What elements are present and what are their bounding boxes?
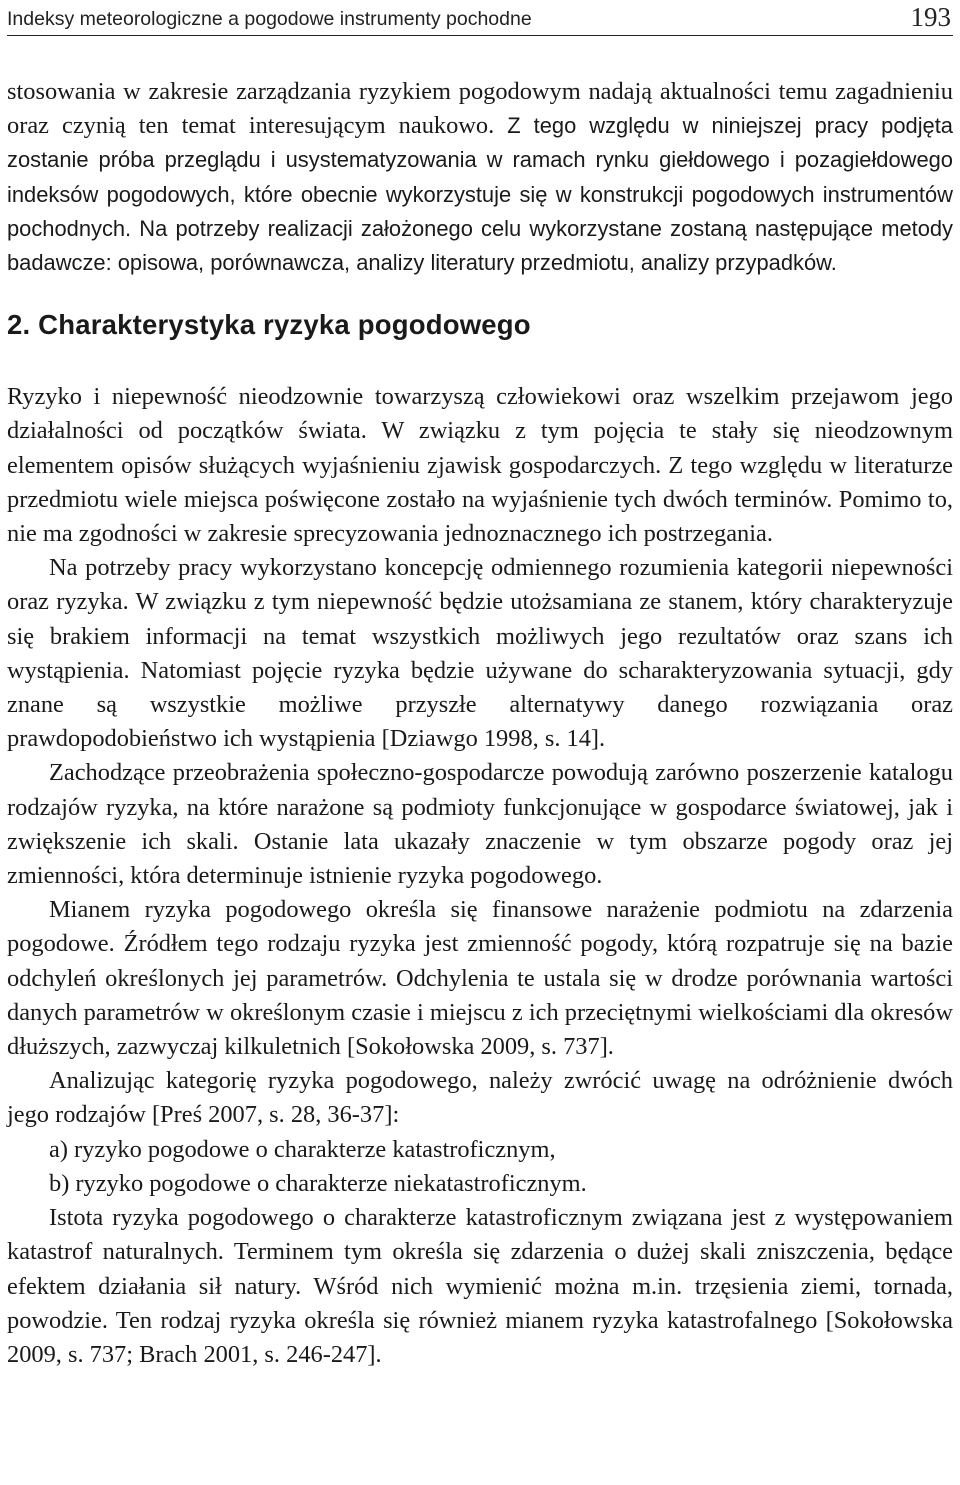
list-item-a: a) ryzyko pogodowe o charakterze katastroficznym, — [49, 1135, 556, 1163]
document-page — [7, 0, 953, 1485]
section-heading: 2. Charakterystyka ryzyka pogodowego — [7, 309, 531, 341]
page-number: 193 — [910, 2, 951, 32]
paragraph-6: Istota ryzyka pogodowego o charakterze katastroficznym związana jest z występowaniem katastrof naturalnych. Terminem tym określa się zdarzenia o dużej skali zniszczenia, będące efektem działania sił natury. Wśród nich wymienić można m.in. trzęsienia ziemi, tornada, powodzie. Ten rodzaj ryzyka określa się również mianem ryzyka katastrofalnego [Sokołowska 2009, s. 737; Brach 2001, s. 246-247]. — [7, 1204, 953, 1368]
intro-sans-text: Z tego względu w niniejszej pracy podjęta zostanie próba przeglądu i usystematyzowania w ramach rynku giełdowego i pozagiełdowego indeksów pogodowych, które obecnie wykorzystuje się w konstrukcji pogodowych instrumentów pochodnych. Na potrzeby realizacji założonego celu wykorzystane zostaną następujące metody badawcze: opisowa, porównawcza, analizy literatury przedmiotu, analizy przypadków. — [7, 113, 953, 276]
intro-serif-text: stosowania w zakresie zarządzania ryzykiem pogodowym nadają aktualności temu zagadnieniu oraz czynią ten temat interesującym naukowo. — [7, 78, 953, 140]
paragraph-1: Ryzyko i niepewność nieodzownie towarzyszą człowiekowi oraz wszelkim przejawom jego działalności od początków świata. W związku z tym pojęcia te stały się nieodzownym elementem opisów służących wyjaśnieniu zjawisk gospodarczych. Z tego względu w literaturze przedmiotu wiele miejsca poświęcone zostało na wyjaśnienie tych dwóch terminów. Pomimo to, nie ma zgodności w zakresie sprecyzowania jednoznacznego ich postrzegania. — [7, 383, 953, 548]
paragraph-5: Analizując kategorię ryzyka pogodowego, należy zwrócić uwagę na odróżnienie dwóch jego rodzajów [Preś 2007, s. 28, 36-37]: — [7, 1067, 953, 1129]
paragraph-2: Na potrzeby pracy wykorzystano koncepcję odmiennego rozumienia kategorii niepewności oraz ryzyka. W związku z tym niepewność będzie utożsamiana ze stanem, który charakteryzuje się brakiem informacji na temat wszystkich możliwych jego rezultatów oraz szans ich wystąpienia. Natomiast pojęcie ryzyka będzie używane do scharakteryzowania sytuacji, gdy znane są wszystkie możliwe przyszłe alternatywy danego rozwiązania oraz prawdopodobieństwo ich wystąpienia [Dziawgo 1998, s. 14]. — [7, 554, 953, 753]
paragraph-4: Mianem ryzyka pogodowego określa się finansowe narażenie podmiotu na zdarzenia pogodowe. Źródłem tego rodzaju ryzyka jest zmienność pogody, którą rozpatruje się na bazie odchyleń określonych jej parametrów. Odchylenia te ustala się w drodze porównania wartości danych parametrów w określonym czasie i miejscu z ich przeciętnymi wielkościami dla okresów dłuższych, zazwyczaj kilkuletnich [Sokołowska 2009, s. 737]. — [7, 896, 953, 1061]
list-item-b: b) ryzyko pogodowe o charakterze niekatastroficznym. — [49, 1169, 587, 1197]
paragraph-3: Zachodzące przeobrażenia społeczno-gospodarcze powodują zarówno poszerzenie katalogu rodzajów ryzyka, na które narażone są podmioty funkcjonujące w gospodarce światowej, jak i zwiększenie ich skali. Ostanie lata ukazały znaczenie w tym obszarze pogody oraz jej zmienności, która determinuje istnienie ryzyka pogodowego. — [7, 759, 953, 890]
running-header — [7, 2, 953, 36]
intro-paragraph — [7, 75, 953, 280]
running-title: Indeksy meteorologiczne a pogodowe instrumenty pochodne — [7, 8, 532, 30]
